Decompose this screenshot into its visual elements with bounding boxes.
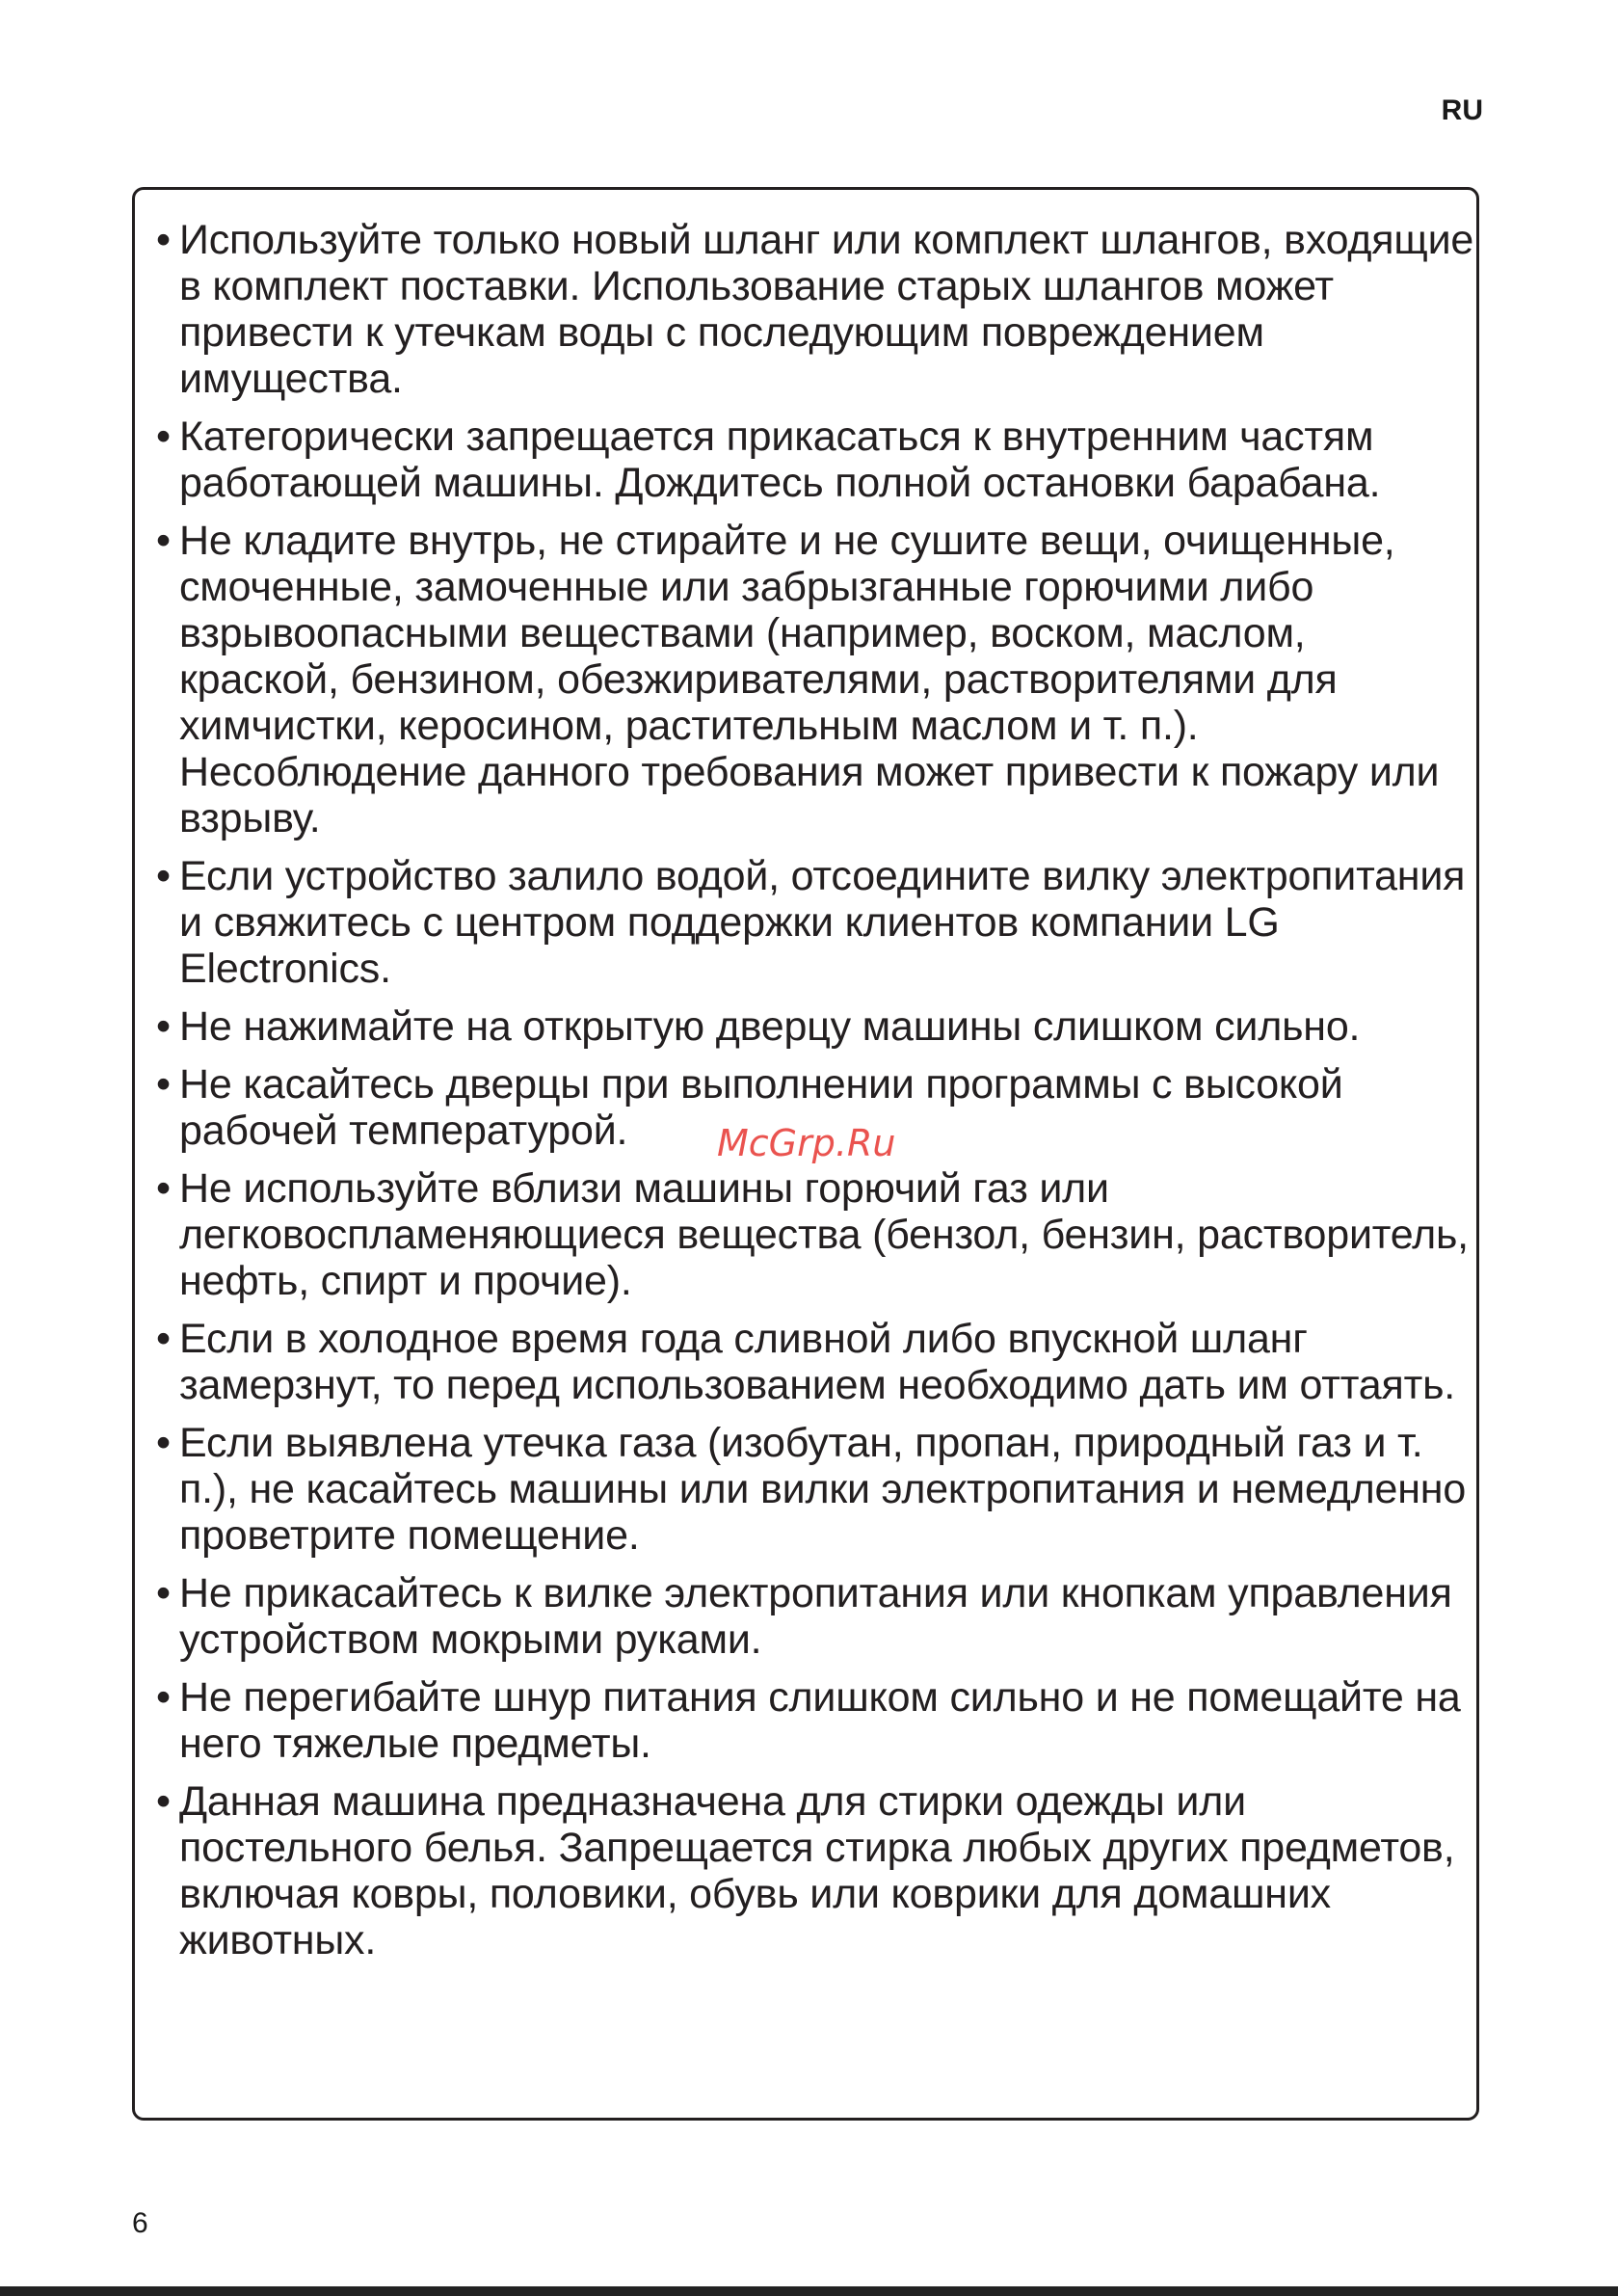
list-item-text: Если в холодное время года сливной либо впускной шланг замерзнут, то перед использованием необходимо дать им оттаять. (179, 1316, 1456, 1408)
bullet-icon: • (156, 1420, 171, 1466)
list-item (156, 1778, 1476, 1963)
bullet-icon: • (156, 1778, 171, 1825)
list-item-text: Не прикасайтесь к вилке электропитания или кнопкам управления устройством мокрыми руками. (179, 1570, 1452, 1663)
list-item-text: Не нажимайте на открытую дверцу машины слишком сильно. (179, 1003, 1361, 1050)
watermark: McGrp.Ru (717, 1122, 896, 1164)
list-item (156, 853, 1476, 992)
safety-list (156, 217, 1476, 1975)
bullet-icon: • (156, 217, 171, 263)
list-item (156, 1570, 1476, 1663)
list-item-text: Категорически запрещается прикасаться к внутренним частям работающей машины. Дождитесь полной остановки барабана. (179, 414, 1381, 506)
bullet-icon: • (156, 1061, 171, 1108)
list-item (156, 217, 1476, 402)
bullet-icon: • (156, 518, 171, 564)
list-item (156, 414, 1476, 506)
bullet-icon: • (156, 1570, 171, 1616)
list-item-text: Не используйте вблизи машины горючий газ или легковоспламеняющиеся вещества (бензол, бензин, растворитель, нефть, спирт и прочие). (179, 1165, 1469, 1304)
bullet-icon: • (156, 853, 171, 899)
bullet-icon: • (156, 1165, 171, 1212)
bullet-icon: • (156, 1003, 171, 1050)
list-item (156, 1420, 1476, 1559)
list-item (156, 1003, 1476, 1050)
page-number: 6 (132, 2207, 148, 2239)
list-item-text: Не кладите внутрь, не стирайте и не сушите вещи, очищенные, смоченные, замоченные или забрызганные горючими либо взрывоопасными веществами (например, воском, маслом, краской, бензином, обезжиривателями, растворителями для химчистки, керосином, растительным маслом и т. п.). Несоблюдение данного требования может привести к пожару или взрыву. (179, 518, 1440, 841)
list-item-text: Используйте только новый шланг или комплект шлангов, входящие в комплект поставки. Использование старых шлангов может привести к утечкам воды с последующим повреждением имущества. (179, 217, 1474, 402)
list-item (156, 518, 1476, 841)
bottom-edge-bar (0, 2286, 1618, 2296)
list-item (156, 1674, 1476, 1767)
list-item-text: Если устройство залило водой, отсоедините вилку электропитания и свяжитесь с центром поддержки клиентов компании LG Electronics. (179, 853, 1466, 992)
list-item-text: Данная машина предназначена для стирки одежды или постельного белья. Запрещается стирка любых других предметов, включая ковры, половики, обувь или коврики для домашних животных. (179, 1778, 1455, 1963)
list-item-text: Не касайтесь дверцы при выполнении программы с высокой рабочей температурой. (179, 1061, 1343, 1154)
list-item (156, 1316, 1476, 1408)
list-item-text: Если выявлена утечка газа (изобутан, пропан, природный газ и т. п.), не касайтесь машины или вилки электропитания и немедленно проветрите помещение. (179, 1420, 1467, 1559)
language-code: RU (1441, 94, 1483, 126)
bullet-icon: • (156, 414, 171, 460)
bullet-icon: • (156, 1316, 171, 1362)
bullet-icon: • (156, 1674, 171, 1721)
list-item-text: Не перегибайте шнур питания слишком сильно и не помещайте на него тяжелые предметы. (179, 1674, 1461, 1767)
list-item (156, 1165, 1476, 1304)
